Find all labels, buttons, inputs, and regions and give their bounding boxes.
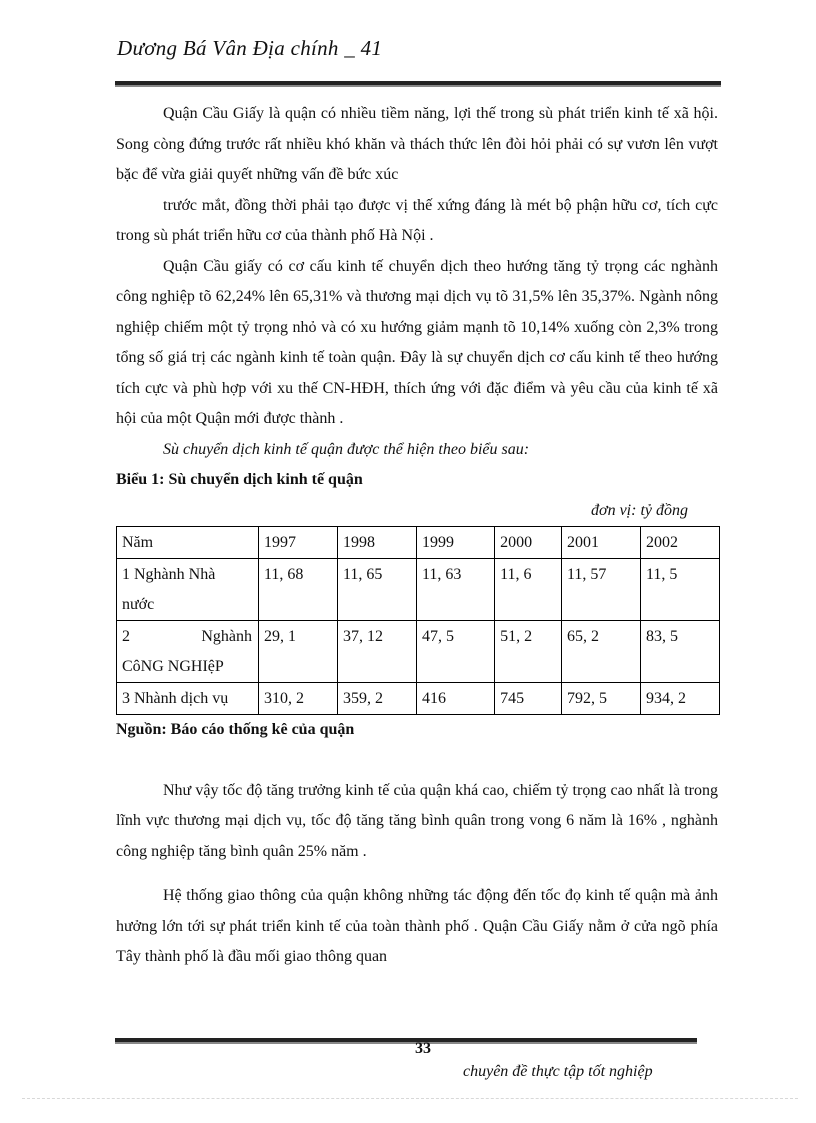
spacer: [116, 867, 718, 881]
footer-note: chuyên đề thực tập tốt nghiệp: [463, 1063, 653, 1080]
year-header-cell: Năm: [117, 527, 259, 559]
value-cell: 37, 12: [338, 621, 417, 683]
table-row: [117, 559, 720, 621]
row-label-line: nước: [122, 596, 155, 613]
value-cell: 934, 2: [640, 683, 719, 715]
row-label-line: CôNG NGHIệP: [122, 658, 224, 675]
header-rule: [115, 81, 721, 87]
table-unit: đơn vị: tỷ đồng: [591, 501, 688, 519]
row-label-services: 3 Nhành dịch vụ: [117, 683, 259, 715]
value-cell: 11, 68: [259, 559, 338, 621]
value-cell: 11, 6: [495, 559, 562, 621]
value-cell: 11, 57: [561, 559, 640, 621]
value-cell: 65, 2: [561, 621, 640, 683]
year-cell: 1997: [259, 527, 338, 559]
economy-table: [116, 526, 720, 715]
table-row: [117, 683, 720, 715]
row-label-state: [117, 559, 259, 621]
year-cell: 1998: [338, 527, 417, 559]
table-row: [117, 621, 720, 683]
year-cell: 2002: [640, 527, 719, 559]
value-cell: 745: [495, 683, 562, 715]
year-cell: 2001: [561, 527, 640, 559]
table-header-row: [117, 527, 720, 559]
paragraph-1-continued: trước mắt, đồng thời phải tạo được vị thế xứng đáng là mét bộ phận hữu cơ, tích cực trong sù phát triển hữu cơ của thành phố Hà Nội .: [116, 196, 718, 244]
year-cell: 2000: [495, 527, 562, 559]
value-cell: 11, 5: [640, 559, 719, 621]
value-cell: 416: [417, 683, 495, 715]
value-cell: 29, 1: [259, 621, 338, 683]
row-label-industry: [117, 621, 259, 683]
header-title: Dương Bá Vân Địa chính _ 41: [117, 36, 383, 60]
page-number: 33: [415, 1040, 431, 1057]
table-source: Nguồn: Báo cáo thống kê của quận: [116, 721, 355, 738]
value-cell: 359, 2: [338, 683, 417, 715]
value-cell: 51, 2: [495, 621, 562, 683]
table-intro: Sù chuyển dịch kinh tế quận được thể hiện theo biểu sau:: [163, 440, 530, 458]
row-label-number: 2: [122, 628, 130, 645]
value-cell: 792, 5: [561, 683, 640, 715]
paragraph-4: Hệ thống giao thông của quận không những tác động đến tốc đọ kinh tế quận mà ảnh hưởng lớn tới sự phát triển kinh tế của toàn thành phố . Quận Cầu Giấy nằm ở cửa ngõ phía Tây thành phố là đầu mối giao thông quan: [116, 887, 718, 965]
paragraph-3: Như vậy tốc độ tăng trưởng kinh tế của quận khá cao, chiếm tỷ trọng cao nhất là trong lĩnh vực thương mại dịch vụ, tốc độ tăng tăng bình quân trong vong 6 năm là 16% , nghành công nghiệp tăng bình quân 25% năm .: [116, 781, 718, 860]
value-cell: 11, 65: [338, 559, 417, 621]
paragraph-1: Quận Cầu Giấy là quận có nhiều tiềm năng, lợi thế trong sù phát triển kinh tế xã hội. Song còng đứng trước rất nhiều khó khăn và thách thức lên đòi hỏi phải có sự vươn lên vượt bặc để vừa giải quyết những vấn đề bức xúc: [116, 105, 718, 183]
row-label-line: 1 Nghành Nhà: [122, 566, 216, 583]
page-edge-divider: [22, 1098, 798, 1099]
spacer: [116, 746, 718, 776]
year-cell: 1999: [417, 527, 495, 559]
row-label-line: [122, 622, 252, 652]
document-body: [116, 99, 718, 973]
footer-rule: [115, 1038, 697, 1044]
table-caption: Biểu 1: Sù chuyển dịch kinh tế quận: [116, 471, 363, 488]
value-cell: 83, 5: [640, 621, 719, 683]
paragraph-2: Quận Cầu giấy có cơ cấu kinh tế chuyển dịch theo hướng tăng tỷ trọng các nghành công nghiệp tõ 62,24% lên 65,31% và thương mại dịch vụ tõ 31,5% lên 35,37%. Ngành nông nghiệp chiếm một tỷ trọng nhỏ và có xu hướng giảm mạnh tõ 10,14% xuống còn 2,3% trong tổng số giá trị các ngành kinh tế toàn quận. Đây là sự chuyển dịch cơ cấu kinh tế theo hướng tích cực và phù hợp với xu thế CN-HĐH, thích ứng với đặc điểm và yêu cầu của kinh tế xã hội của một Quận mới được thành .: [116, 257, 718, 427]
value-cell: 310, 2: [259, 683, 338, 715]
value-cell: 47, 5: [417, 621, 495, 683]
row-label-word: Nghành: [201, 628, 252, 645]
value-cell: 11, 63: [417, 559, 495, 621]
